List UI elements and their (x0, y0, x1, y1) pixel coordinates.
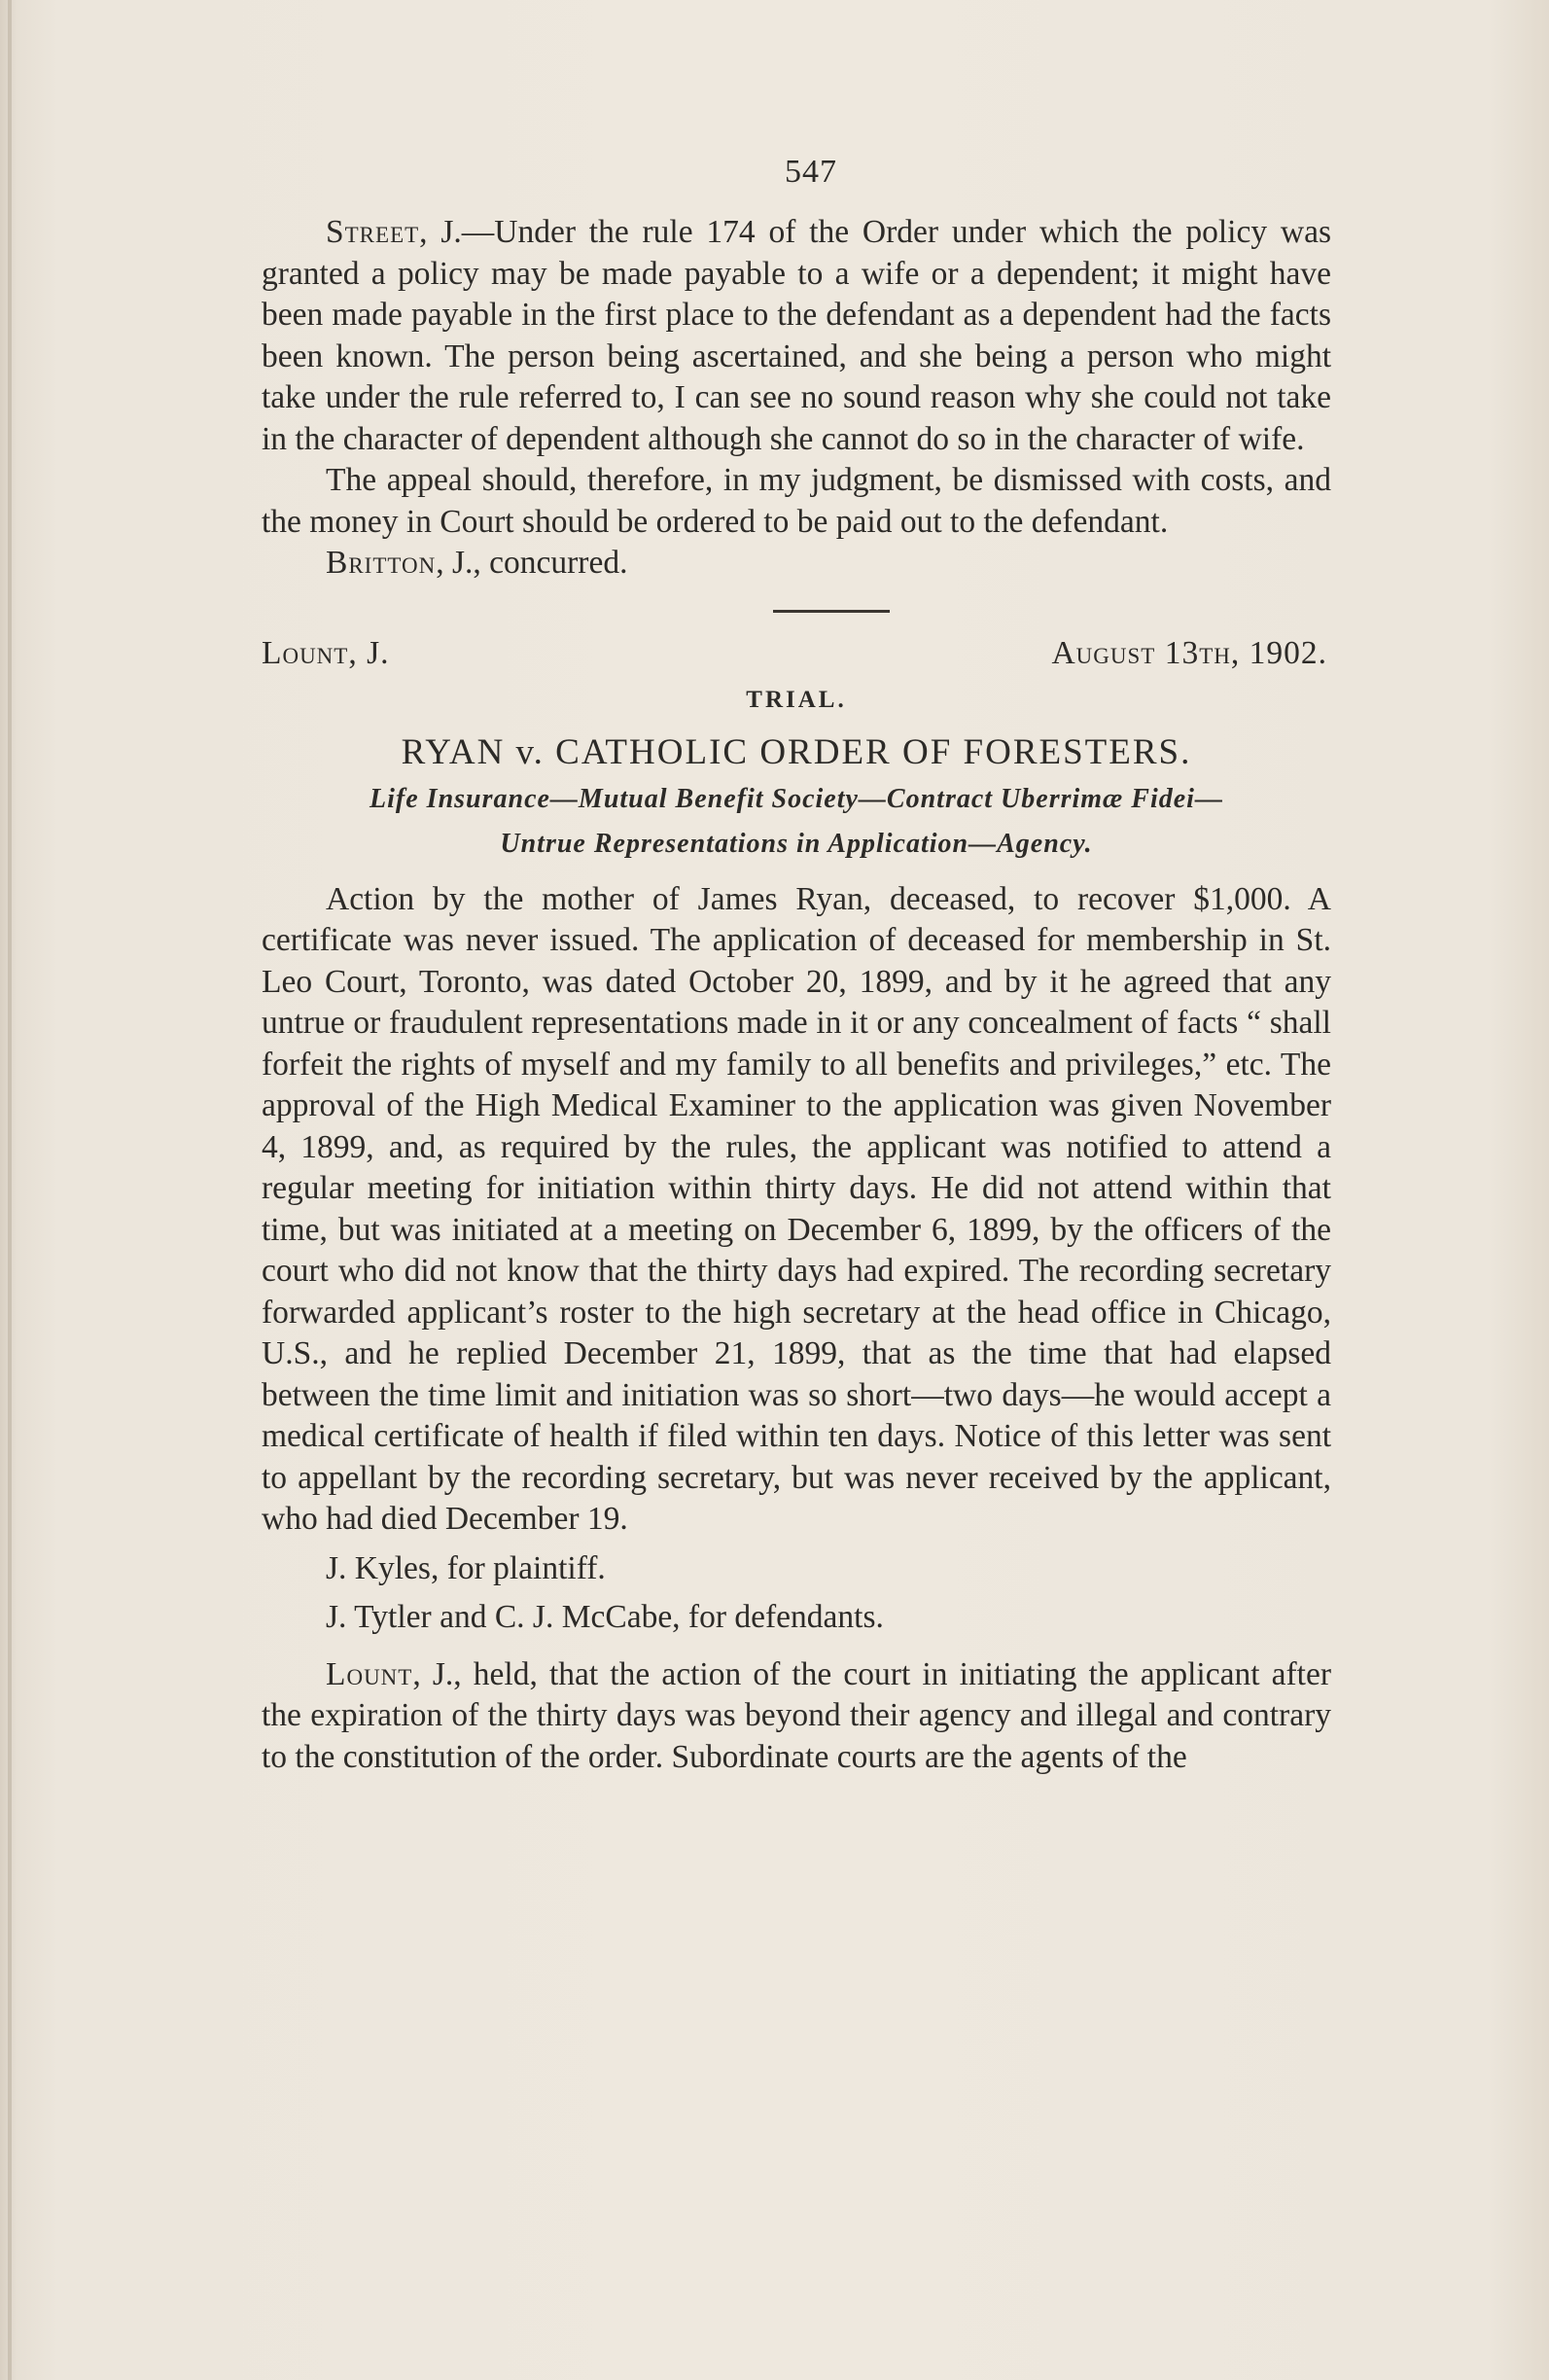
britton-paragraph (262, 543, 1331, 585)
case-title: RYAN v. CATHOLIC ORDER OF FORESTERS. (401, 731, 1192, 772)
holding-text: , J., held, that the action of the court in initiating the applicant after the expiration of the thirty days was beyond their agency and illegal and contrary to the constitution of the order. Subordinate courts are the agents of the (262, 1655, 1331, 1775)
headnote-line-1: Life Insurance—Mutual Benefit Society—Contract Uberrimæ Fidei— (370, 783, 1223, 814)
judge-name-lount: Lount (326, 1655, 413, 1692)
trial-judge: Lount, J. (262, 634, 390, 671)
case-header-line (262, 634, 1331, 673)
page-number: 547 (785, 154, 837, 190)
judge-name-britton: Britton (326, 545, 437, 581)
street-opinion-text: , J.—Under the rule 174 of the Order under which the policy was granted a policy may be made payable to a wife or a dependent; it might have been made payable in the first place to the defendant as a dependent had the facts been known. The person being ascertained, and she being a person who might take under the rule referred to, I can see no sound reason why she could not take in the character of dependent although she cannot do so in the character of wife. (262, 214, 1331, 457)
page-spine-edge (8, 0, 12, 2380)
headnote-line-2: Untrue Representations in Application—Agency. (500, 828, 1093, 859)
counsel-defendants: J. Tytler and C. J. McCabe, for defendants. (326, 1599, 884, 1635)
trial-label: TRIAL. (746, 686, 847, 713)
holding-paragraph (262, 1654, 1331, 1779)
section-divider (773, 610, 890, 613)
judge-name-street: Street (326, 214, 420, 250)
text-column (262, 154, 1331, 1778)
facts-paragraph: Action by the mother of James Ryan, deceased, to recover $1,000. A certificate was never issued. The application of deceased for membership in St. Leo Court, Toronto, was dated October 20, 1899, and by it he agreed that any untrue or fraudulent representations made in it or any concealment of facts “ shall forfeit the rights of myself and my family to all benefits and privileges,” etc. The approval of the High Medical Examiner to the application was given November 4, 1899, and, as required by the rules, the applicant was notified to attend a regular meeting for initiation within thirty days. He did not attend within that time, but was initiated at a meeting on December 6, 1899, by the officers of the court who did not know that the thirty days had expired. The recording secretary forwarded applicant’s roster to the high secretary at the head office in Chicago, U.S., and he replied December 21, 1899, that as the time that had elapsed between the time limit and initiation was so short—two days—he would accept a medical certificate of health if filed within ten days. Notice of this letter was sent to appellant by the recording secretary, but was never received by the applicant, who had died December 19. (262, 880, 1331, 1537)
britton-text: , J., concurred. (436, 545, 628, 581)
decision-date: August 13th, 1902. (1051, 634, 1327, 671)
street-opinion-paragraph (262, 212, 1331, 460)
counsel-plaintiff: J. Kyles, for plaintiff. (326, 1549, 606, 1586)
appeal-paragraph: The appeal should, therefore, in my judgment, be dismissed with costs, and the money in Court should be ordered to be paid out to the defendant. (262, 462, 1331, 540)
